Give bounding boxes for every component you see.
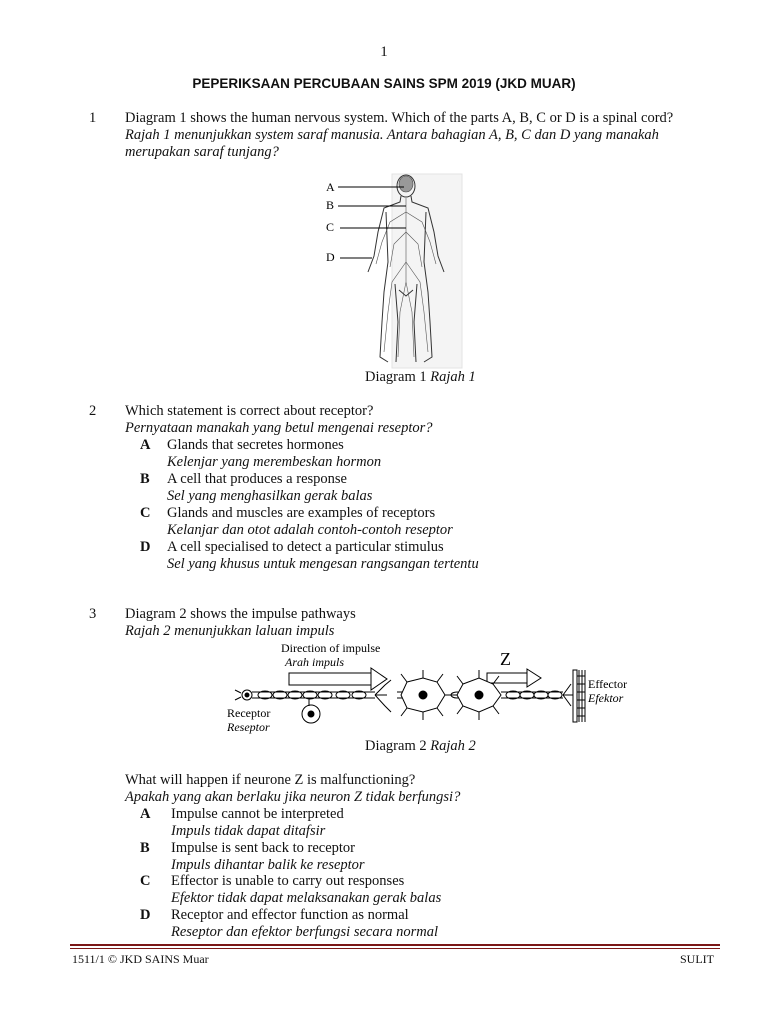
diagram-1-caption bbox=[365, 369, 476, 386]
q3-option-a-letter: A bbox=[140, 806, 151, 822]
q3-option-d-en: Receptor and effector function as normal bbox=[171, 907, 409, 923]
z-arrow bbox=[487, 669, 541, 687]
q2-option-c-en: Glands and muscles are examples of receptors bbox=[167, 505, 436, 521]
footer-divider-thick bbox=[70, 944, 720, 946]
direction-arrow bbox=[289, 668, 387, 690]
brain bbox=[399, 176, 413, 192]
diagram-2-caption-ms: Rajah 2 bbox=[430, 738, 476, 754]
question-1-text-ms-line2: merupakan saraf tunjang? bbox=[125, 144, 279, 160]
q2-option-d-letter: D bbox=[140, 539, 151, 555]
diagram-2-impulse-pathway bbox=[225, 640, 650, 738]
question-3-ask-en: What will happen if neurone Z is malfunctioning? bbox=[125, 772, 416, 788]
exam-title: PEPERIKSAAN PERCUBAAN SAINS SPM 2019 (JKD MUAR) bbox=[192, 76, 576, 91]
q3-option-d-ms: Reseptor dan efektor berfungsi secara normal bbox=[171, 924, 439, 940]
q2-option-c-letter: C bbox=[140, 505, 151, 521]
receptor-label-ms: Reseptor bbox=[227, 720, 270, 734]
diagram-1-caption-en: Diagram 1 bbox=[365, 369, 427, 385]
q3-option-c-en: Effector is unable to carry out responses bbox=[171, 873, 405, 889]
effector-label-en: Effector bbox=[588, 677, 628, 691]
q3-option-d-letter: D bbox=[140, 907, 151, 923]
question-1-text-en: Diagram 1 shows the human nervous system. Which of the parts A, B, C or D is a spinal cord? bbox=[125, 110, 674, 126]
q2-option-b-en: A cell that produces a response bbox=[167, 471, 347, 487]
question-3-number: 3 bbox=[89, 606, 97, 622]
q3-option-b-en: Impulse is sent back to receptor bbox=[171, 840, 356, 856]
diagram-2-caption bbox=[365, 738, 476, 755]
effector-label-ms: Efektor bbox=[588, 691, 624, 705]
footer-classification: SULIT bbox=[680, 952, 714, 966]
neurone-z-label: Z bbox=[500, 649, 511, 669]
diagram-1-label-a: A bbox=[326, 180, 335, 194]
q2-option-d-en: A cell specialised to detect a particular stimulus bbox=[167, 539, 444, 555]
page-number: 1 bbox=[380, 44, 388, 60]
q2-option-d-ms: Sel yang khusus untuk mengesan rangsangan tertentu bbox=[167, 556, 479, 572]
q2-option-b-letter: B bbox=[140, 471, 150, 487]
footer-paper-code: 1511/1 © JKD SAINS Muar bbox=[72, 952, 209, 966]
q3-option-b-letter: B bbox=[140, 840, 150, 856]
q3-option-c-ms: Efektor tidak dapat melaksanakan gerak balas bbox=[171, 890, 442, 906]
q2-option-c-ms: Kelanjar dan otot adalah contoh-contoh reseptor bbox=[167, 522, 453, 538]
effector-muscle bbox=[573, 670, 585, 722]
diagram-2-caption-en: Diagram 2 bbox=[365, 738, 427, 754]
diagram-1-label-d: D bbox=[326, 250, 335, 264]
q2-option-b-ms: Sel yang menghasilkan gerak balas bbox=[167, 488, 373, 504]
diagram-1-caption-ms: Rajah 1 bbox=[430, 369, 476, 385]
q3-option-c-letter: C bbox=[140, 873, 151, 889]
question-3-text-en: Diagram 2 shows the impulse pathways bbox=[125, 606, 356, 622]
question-1-number: 1 bbox=[89, 110, 97, 126]
q2-option-a-letter: A bbox=[140, 437, 151, 453]
diagram-1-nervous-system bbox=[320, 172, 465, 370]
question-2-text-en: Which statement is correct about receptor? bbox=[125, 403, 374, 419]
diagram-1-label-b: B bbox=[326, 198, 335, 212]
q2-option-a-ms: Kelenjar yang merembeskan hormon bbox=[167, 454, 382, 470]
q3-option-b-ms: Impuls dihantar balik ke reseptor bbox=[171, 857, 365, 873]
direction-label-ms: Arah impuls bbox=[285, 655, 345, 669]
q3-option-a-ms: Impuls tidak dapat ditafsir bbox=[171, 823, 326, 839]
q3-option-a-en: Impulse cannot be interpreted bbox=[171, 806, 344, 822]
footer-divider-thin bbox=[70, 948, 720, 949]
receptor-label-en: Receptor bbox=[227, 706, 271, 720]
direction-label-en: Direction of impulse bbox=[281, 641, 381, 655]
question-1-text-ms-line1: Rajah 1 menunjukkan system saraf manusia. Antara bahagian A, B, C dan D yang manakah bbox=[125, 127, 659, 143]
question-2-number: 2 bbox=[89, 403, 97, 419]
question-3-text-ms: Rajah 2 menunjukkan laluan impuls bbox=[125, 623, 335, 639]
question-3-ask-ms: Apakah yang akan berlaku jika neuron Z tidak berfungsi? bbox=[125, 789, 461, 805]
diagram-1-frame bbox=[392, 174, 462, 368]
diagram-1-label-c: C bbox=[326, 220, 335, 234]
question-2-text-ms: Pernyataan manakah yang betul mengenai reseptor? bbox=[125, 420, 433, 436]
q2-option-a-en: Glands that secretes hormones bbox=[167, 437, 344, 453]
